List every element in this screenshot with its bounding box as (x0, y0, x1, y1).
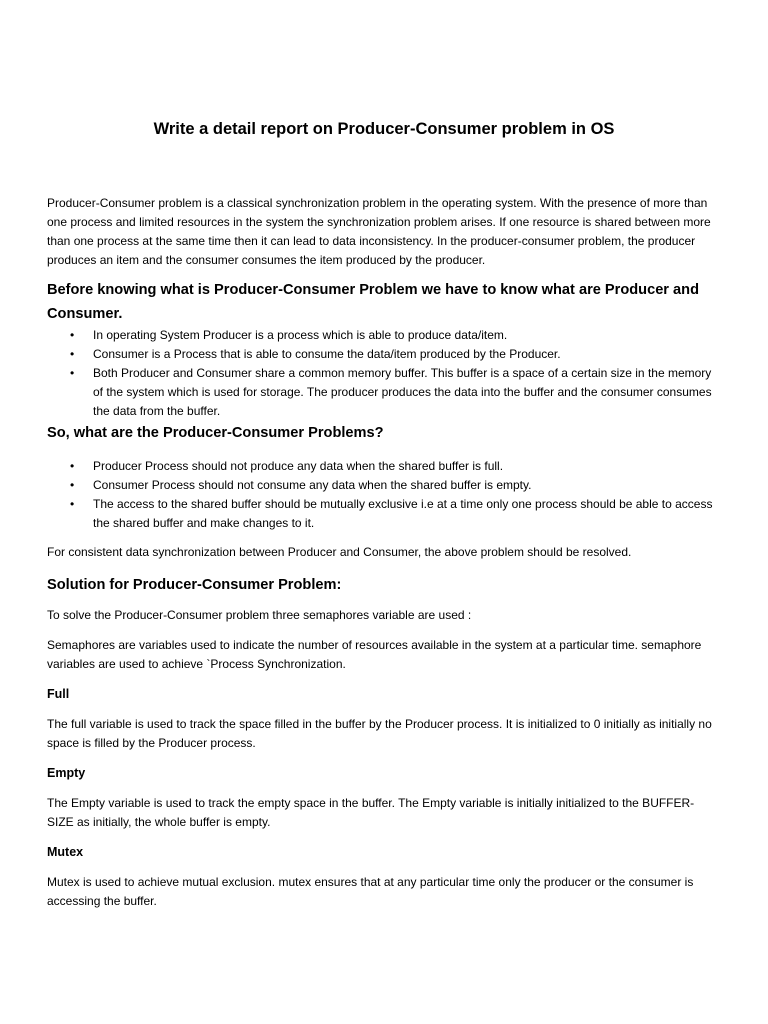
document-body (47, 194, 719, 911)
list-item-text: Consumer is a Process that is able to consume the data/item produced by the Producer. (93, 347, 561, 361)
list-item (47, 364, 719, 421)
problems-list (47, 457, 719, 533)
list-item (47, 495, 719, 533)
mutex-paragraph: Mutex is used to achieve mutual exclusion. mutex ensures that at any particular time only the producer or the consumer is accessing the buffer. (47, 875, 694, 908)
list-item-text: Producer Process should not produce any data when the shared buffer is full. (93, 459, 504, 473)
list-item-text: In operating System Producer is a process which is able to produce data/item. (93, 328, 508, 342)
section-heading-producer-consumer: Before knowing what is Producer-Consumer Problem we have to know what are Producer and Consumer. (47, 282, 699, 322)
semaphores-paragraph: Semaphores are variables used to indicate the number of resources available in the system at a particular time. semaphore variables are used to achieve `Process Synchronization. (47, 638, 702, 671)
bullet-icon: • (70, 347, 75, 361)
list-item (47, 457, 719, 476)
solution-intro: To solve the Producer-Consumer problem three semaphores variable are used : (47, 608, 472, 622)
list-item (47, 326, 719, 345)
bullet-icon: • (70, 366, 75, 380)
list-item-text: Consumer Process should not consume any data when the shared buffer is empty. (93, 478, 532, 492)
section-heading-problems: So, what are the Producer-Consumer Problems? (47, 425, 384, 441)
bullet-icon: • (70, 478, 75, 492)
bullet-icon: • (70, 497, 75, 511)
list-item (47, 345, 719, 364)
list-item-text: Both Producer and Consumer share a common memory buffer. This buffer is a space of a certain size in the memory of the system which is used for storage. The producer produces the data into the buffer and the consumer consumes the data from the buffer. (93, 366, 712, 418)
bullet-icon: • (70, 328, 75, 342)
full-paragraph: The full variable is used to track the space filled in the buffer by the Producer process. It is initialized to 0 initially as initially no space is filled by the Producer process. (47, 717, 712, 750)
empty-heading: Empty (47, 766, 86, 780)
mutex-heading: Mutex (47, 845, 84, 859)
list-item (47, 476, 719, 495)
empty-paragraph: The Empty variable is used to track the empty space in the buffer. The Empty variable is initially initialized to the BUFFER-SIZE as initially, the whole buffer is empty. (47, 796, 695, 829)
bullet-icon: • (70, 459, 75, 473)
synchronization-note: For consistent data synchronization between Producer and Consumer, the above problem should be resolved. (47, 545, 632, 559)
list-item-text: The access to the shared buffer should be mutually exclusive i.e at a time only one process should be able to access the shared buffer and make changes to it. (93, 497, 713, 530)
full-heading: Full (47, 687, 70, 701)
intro-paragraph: Producer-Consumer problem is a classical synchronization problem in the operating system. With the presence of more than one process and limited resources in the system the synchronization problem arises. If one resource is shared between more than one process at the same time then it can lead to data inconsistency. In the producer-consumer problem, the producer produces an item and the consumer consumes the item produced by the producer. (47, 196, 711, 267)
producer-consumer-list (47, 326, 719, 421)
section-heading-solution: Solution for Producer-Consumer Problem: (47, 577, 342, 593)
document-title: Write a detail report on Producer-Consumer problem in OS (153, 120, 615, 138)
